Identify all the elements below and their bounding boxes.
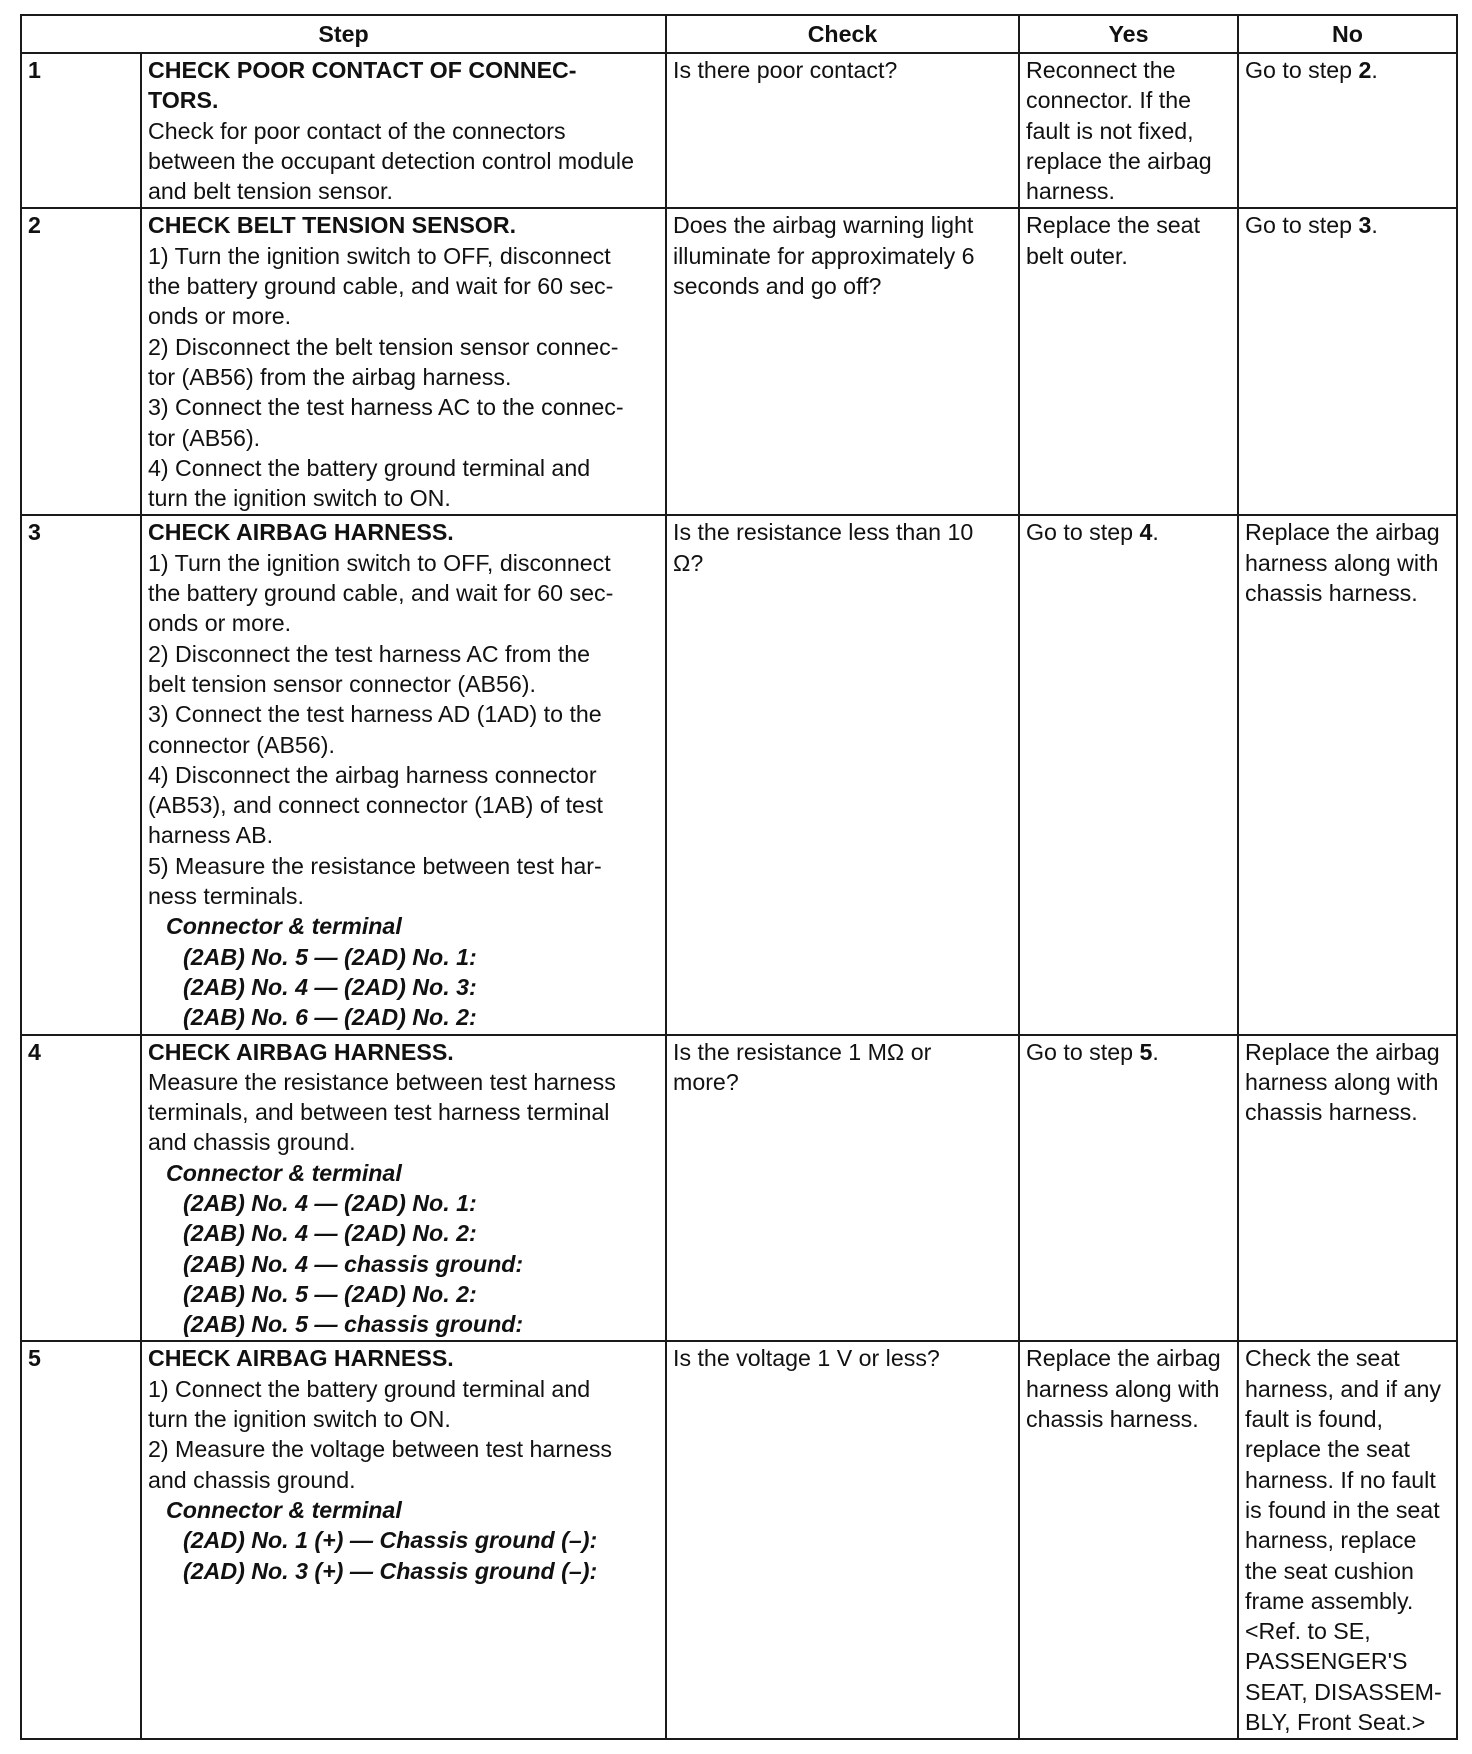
check-cell (666, 208, 1019, 515)
step-text-line: Measure the resistance between test harness (148, 1068, 616, 1095)
step-title-line: CHECK AIRBAG HARNESS. (148, 1038, 454, 1065)
header-no: No (1238, 15, 1457, 53)
step-text-line: tor (AB56) from the airbag harness. (148, 363, 512, 390)
terminal-spec: (2AB) No. 4 — chassis ground: (183, 1250, 524, 1277)
no-text-line: frame assembly. (1245, 1587, 1414, 1614)
step-title-line: CHECK AIRBAG HARNESS. (148, 1345, 454, 1372)
check-text-line: seconds and go off? (673, 273, 882, 300)
no-text-line: Replace the airbag (1245, 519, 1440, 546)
no-text-prefix: Go to step (1245, 57, 1359, 83)
step-text-line: 1) Connect the battery ground terminal and (148, 1375, 591, 1402)
yes-text-prefix: Go to step (1026, 1038, 1140, 1065)
check-text-line: illuminate for approximately 6 (673, 242, 975, 269)
yes-text-line: harness along with (1026, 1375, 1220, 1402)
step-number (21, 53, 141, 208)
yes-step-ref: 5 (1139, 1038, 1153, 1065)
terminal-spec: (2AB) No. 6 — (2AD) No. 2: (183, 1004, 477, 1031)
step-text-line: the battery ground cable, and wait for 60 sec- (148, 580, 614, 607)
table-row (21, 1035, 1457, 1342)
step-text-line: between the occupant detection control module (148, 147, 634, 174)
step-text-line: and chassis ground. (148, 1466, 356, 1493)
step-text-line: harness AB. (148, 822, 274, 849)
check-text-line: Is there poor contact? (673, 57, 898, 83)
yes-text-line: Reconnect the (1026, 57, 1176, 83)
no-text-line: is found in the seat (1245, 1496, 1440, 1523)
yes-text-line: belt outer. (1026, 242, 1128, 269)
step-number (21, 515, 141, 1034)
no-text-suffix: . (1371, 212, 1378, 239)
check-text-line: Is the voltage 1 V or less? (673, 1345, 940, 1372)
step-text-line: 2) Disconnect the test harness AC from the (148, 640, 591, 667)
step-number-text: 1 (28, 57, 41, 83)
check-cell (666, 515, 1019, 1034)
step-text-line: ness terminals. (148, 883, 304, 910)
step-text-line: terminals, and between test harness terminal (148, 1099, 610, 1126)
step-text-line: turn the ignition switch to ON. (148, 485, 451, 512)
yes-cell (1019, 515, 1238, 1034)
table-row (21, 1341, 1457, 1739)
step-text-line: connector (AB56). (148, 731, 335, 758)
step-title-line: CHECK POOR CONTACT OF CONNEC- (148, 57, 577, 83)
no-text-line: harness along with (1245, 549, 1439, 576)
yes-cell (1019, 208, 1238, 515)
yes-text-line: chassis harness. (1026, 1406, 1199, 1433)
step-text-line: and belt tension sensor. (148, 178, 393, 205)
diagnostic-table (20, 14, 1458, 1740)
yes-cell (1019, 53, 1238, 208)
check-cell (666, 53, 1019, 208)
step-text-line: 5) Measure the resistance between test har- (148, 852, 602, 879)
no-text-line: fault is found, (1245, 1406, 1383, 1433)
no-text-line: <Ref. to SE, (1245, 1618, 1371, 1645)
no-text-suffix: . (1371, 57, 1378, 83)
no-text-line: chassis harness. (1245, 580, 1418, 607)
check-text-line: Ω? (673, 549, 704, 576)
step-text-line: 2) Measure the voltage between test harness (148, 1436, 613, 1463)
step-number (21, 1035, 141, 1342)
terminal-spec: (2AD) No. 3 (+) — Chassis ground (–): (183, 1557, 598, 1584)
no-text-line: SEAT, DISASSEM- (1245, 1678, 1442, 1705)
step-text-line: tor (AB56). (148, 424, 261, 451)
step-number-text: 5 (28, 1345, 41, 1372)
step-text-line: belt tension sensor connector (AB56). (148, 670, 536, 697)
terminal-spec: (2AB) No. 5 — (2AD) No. 1: (183, 943, 477, 970)
yes-text-prefix: Go to step (1026, 519, 1140, 546)
step-cell (141, 1341, 666, 1739)
check-cell (666, 1341, 1019, 1739)
header-row (21, 15, 1457, 53)
connector-terminal-caption: Connector & terminal (166, 913, 402, 940)
no-step-ref: 3 (1358, 212, 1372, 239)
terminal-spec: (2AD) No. 1 (+) — Chassis ground (–): (183, 1527, 598, 1554)
no-step-ref: 2 (1358, 57, 1372, 83)
yes-text-line: replace the airbag (1026, 147, 1212, 174)
terminal-spec: (2AB) No. 4 — (2AD) No. 1: (183, 1189, 477, 1216)
table-row (21, 515, 1457, 1034)
step-text-line: onds or more. (148, 610, 292, 637)
step-cell (141, 53, 666, 208)
diagnostic-page (20, 14, 1456, 1740)
no-cell (1238, 1035, 1457, 1342)
step-text-line: 2) Disconnect the belt tension sensor connec- (148, 333, 619, 360)
step-title-line: TORS. (148, 87, 219, 114)
step-text-line: 3) Connect the test harness AC to the connec- (148, 394, 624, 421)
check-text-line: Is the resistance 1 MΩ or (673, 1038, 932, 1065)
step-text-line: 4) Disconnect the airbag harness connector (148, 761, 597, 788)
step-text-line: 1) Turn the ignition switch to OFF, disconnect (148, 242, 611, 269)
no-cell (1238, 208, 1457, 515)
connector-terminal-caption: Connector & terminal (166, 1496, 402, 1523)
step-text-line: Check for poor contact of the connectors (148, 117, 566, 144)
no-text-line: harness, and if any (1245, 1375, 1441, 1402)
check-cell (666, 1035, 1019, 1342)
yes-cell (1019, 1035, 1238, 1342)
no-text-line: Replace the airbag (1245, 1038, 1440, 1065)
yes-text-suffix: . (1152, 1038, 1159, 1065)
no-text-line: harness along with (1245, 1068, 1439, 1095)
terminal-spec: (2AB) No. 5 — (2AD) No. 2: (183, 1280, 477, 1307)
yes-text-line: connector. If the (1026, 87, 1191, 114)
yes-text-suffix: . (1152, 519, 1159, 546)
yes-text-line: harness. (1026, 178, 1115, 205)
yes-text-line: Replace the airbag (1026, 1345, 1221, 1372)
step-number (21, 1341, 141, 1739)
step-title-line: CHECK BELT TENSION SENSOR. (148, 212, 517, 239)
no-text-line: chassis harness. (1245, 1099, 1418, 1126)
header-yes: Yes (1019, 15, 1238, 53)
no-text-line: Check the seat (1245, 1345, 1400, 1372)
no-cell (1238, 53, 1457, 208)
terminal-spec: (2AB) No. 5 — chassis ground: (183, 1311, 524, 1338)
no-text-line: harness, replace (1245, 1527, 1417, 1554)
step-text-line: 3) Connect the test harness AD (1AD) to the (148, 701, 602, 728)
terminal-spec: (2AB) No. 4 — (2AD) No. 2: (183, 1220, 477, 1247)
no-text-line: replace the seat (1245, 1436, 1410, 1463)
step-text-line: turn the ignition switch to ON. (148, 1406, 451, 1433)
no-cell (1238, 1341, 1457, 1739)
step-cell (141, 515, 666, 1034)
terminal-spec: (2AB) No. 4 — (2AD) No. 3: (183, 973, 477, 1000)
table-row (21, 53, 1457, 208)
step-text-line: 4) Connect the battery ground terminal and (148, 454, 591, 481)
yes-text-line: fault is not fixed, (1026, 117, 1194, 144)
step-number-text: 2 (28, 212, 41, 239)
check-text-line: more? (673, 1068, 739, 1095)
step-number-text: 4 (28, 1038, 41, 1065)
check-text-line: Is the resistance less than 10 (673, 519, 974, 546)
no-cell (1238, 515, 1457, 1034)
header-step: Step (21, 15, 666, 53)
step-cell (141, 208, 666, 515)
header-check: Check (666, 15, 1019, 53)
yes-text-line: Replace the seat (1026, 212, 1201, 239)
no-text-line: BLY, Front Seat.> (1245, 1709, 1426, 1736)
yes-step-ref: 4 (1139, 519, 1153, 546)
no-text-line: harness. If no fault (1245, 1466, 1436, 1493)
step-title-line: CHECK AIRBAG HARNESS. (148, 519, 454, 546)
step-text-line: and chassis ground. (148, 1129, 356, 1156)
no-text-line: PASSENGER'S (1245, 1648, 1408, 1675)
step-cell (141, 1035, 666, 1342)
step-text-line: (AB53), and connect connector (1AB) of test (148, 792, 603, 819)
step-text-line: the battery ground cable, and wait for 60 sec- (148, 273, 614, 300)
yes-cell (1019, 1341, 1238, 1739)
step-text-line: 1) Turn the ignition switch to OFF, disconnect (148, 549, 611, 576)
no-text-prefix: Go to step (1245, 212, 1359, 239)
connector-terminal-caption: Connector & terminal (166, 1159, 402, 1186)
table-row (21, 208, 1457, 515)
check-text-line: Does the airbag warning light (673, 212, 974, 239)
step-number (21, 208, 141, 515)
step-number-text: 3 (28, 519, 41, 546)
step-text-line: onds or more. (148, 303, 292, 330)
no-text-line: the seat cushion (1245, 1557, 1414, 1584)
